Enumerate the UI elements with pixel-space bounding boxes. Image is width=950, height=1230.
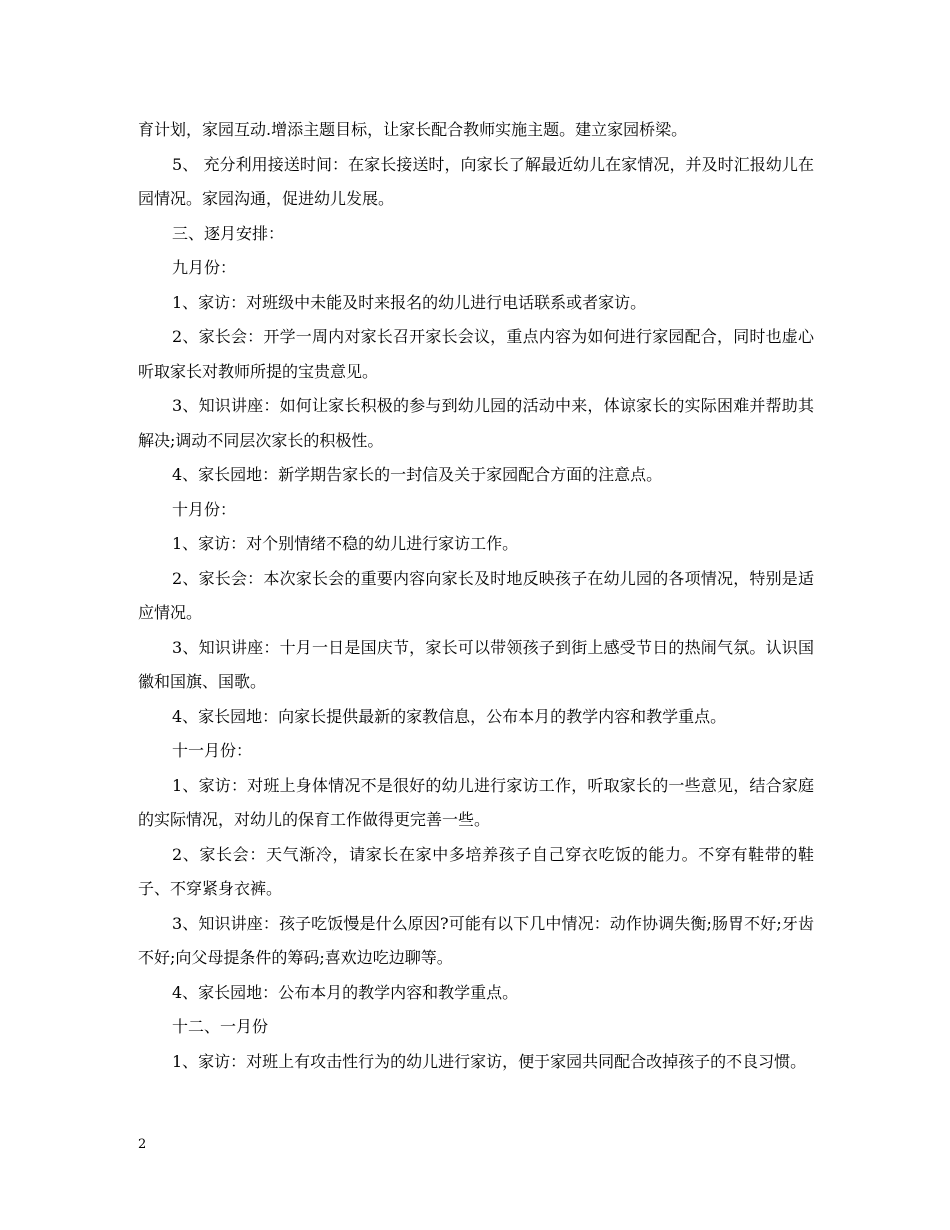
month-heading: 九月份： <box>172 258 237 277</box>
document-body <box>138 113 814 1079</box>
paragraph: 1、家访：对个别情绪不稳的幼儿进行家访工作。 <box>172 534 519 553</box>
paragraph: 1、家访：对班上有攻击性行为的幼儿进行家访，便于家园共同配合改掉孩子的不良习惯。 <box>172 1051 807 1071</box>
paragraph: 2、家长会：开学一周内对家长召开家长会议，重点内容为如何进行家园配合，同时也虚心听取家长对教师所提的宝贵意见。 <box>138 327 814 381</box>
paragraph: 4、家长园地：公布本月的教学内容和教学重点。 <box>172 982 519 1002</box>
paragraph: 5、 充分利用接送时间：在家长接送时，向家长了解最近幼儿在家情况，并及时汇报幼儿在园情况。家园沟通，促进幼儿发展。 <box>138 154 814 208</box>
paragraph: 育计划，家园互动.增添主题目标，让家长配合教师实施主题。建立家园桥梁。 <box>138 120 688 139</box>
paragraph: 4、家长园地：向家长提供最新的家教信息，公布本月的教学内容和教学重点。 <box>172 706 727 726</box>
month-heading: 十二、一月份 <box>172 1017 269 1036</box>
paragraph: 4、家长园地：新学期告家长的一封信及关于家园配合方面的注意点。 <box>172 465 663 484</box>
paragraph: 2、家长会：本次家长会的重要内容向家长及时地反映孩子在幼儿园的各项情况，特别是适应情况。 <box>138 568 814 622</box>
paragraph: 3、知识讲座：十月一日是国庆节，家长可以带领孩子到街上感受节日的热闹气氛。认识国徽和国旗、国歌。 <box>138 637 814 691</box>
paragraph: 3、知识讲座：孩子吃饭慢是什么原因?可能有以下几中情况：动作协调失衡;肠胃不好;牙齿不好;向父母提条件的筹码;喜欢边吃边聊等。 <box>138 913 814 967</box>
paragraph: 3、知识讲座：如何让家长积极的参与到幼儿园的活动中来，体谅家长的实际困难并帮助其解决;调动不同层次家长的积极性。 <box>138 396 814 450</box>
month-heading: 十月份： <box>172 499 237 519</box>
paragraph: 2、家长会：天气渐冷，请家长在家中多培养孩子自己穿衣吃饭的能力。不穿有鞋带的鞋子、不穿紧身衣裤。 <box>138 844 814 898</box>
section-heading: 三、逐月安排： <box>172 223 285 243</box>
page-number: 2 <box>138 1137 147 1152</box>
paragraph: 1、家访：对班上身体情况不是很好的幼儿进行家访工作，听取家长的一些意见，结合家庭的实际情况，对幼儿的保育工作做得更完善一些。 <box>138 775 814 829</box>
paragraph: 1、家访：对班级中未能及时来报名的幼儿进行电话联系或者家访。 <box>172 292 647 312</box>
month-heading: 十一月份： <box>172 741 253 760</box>
